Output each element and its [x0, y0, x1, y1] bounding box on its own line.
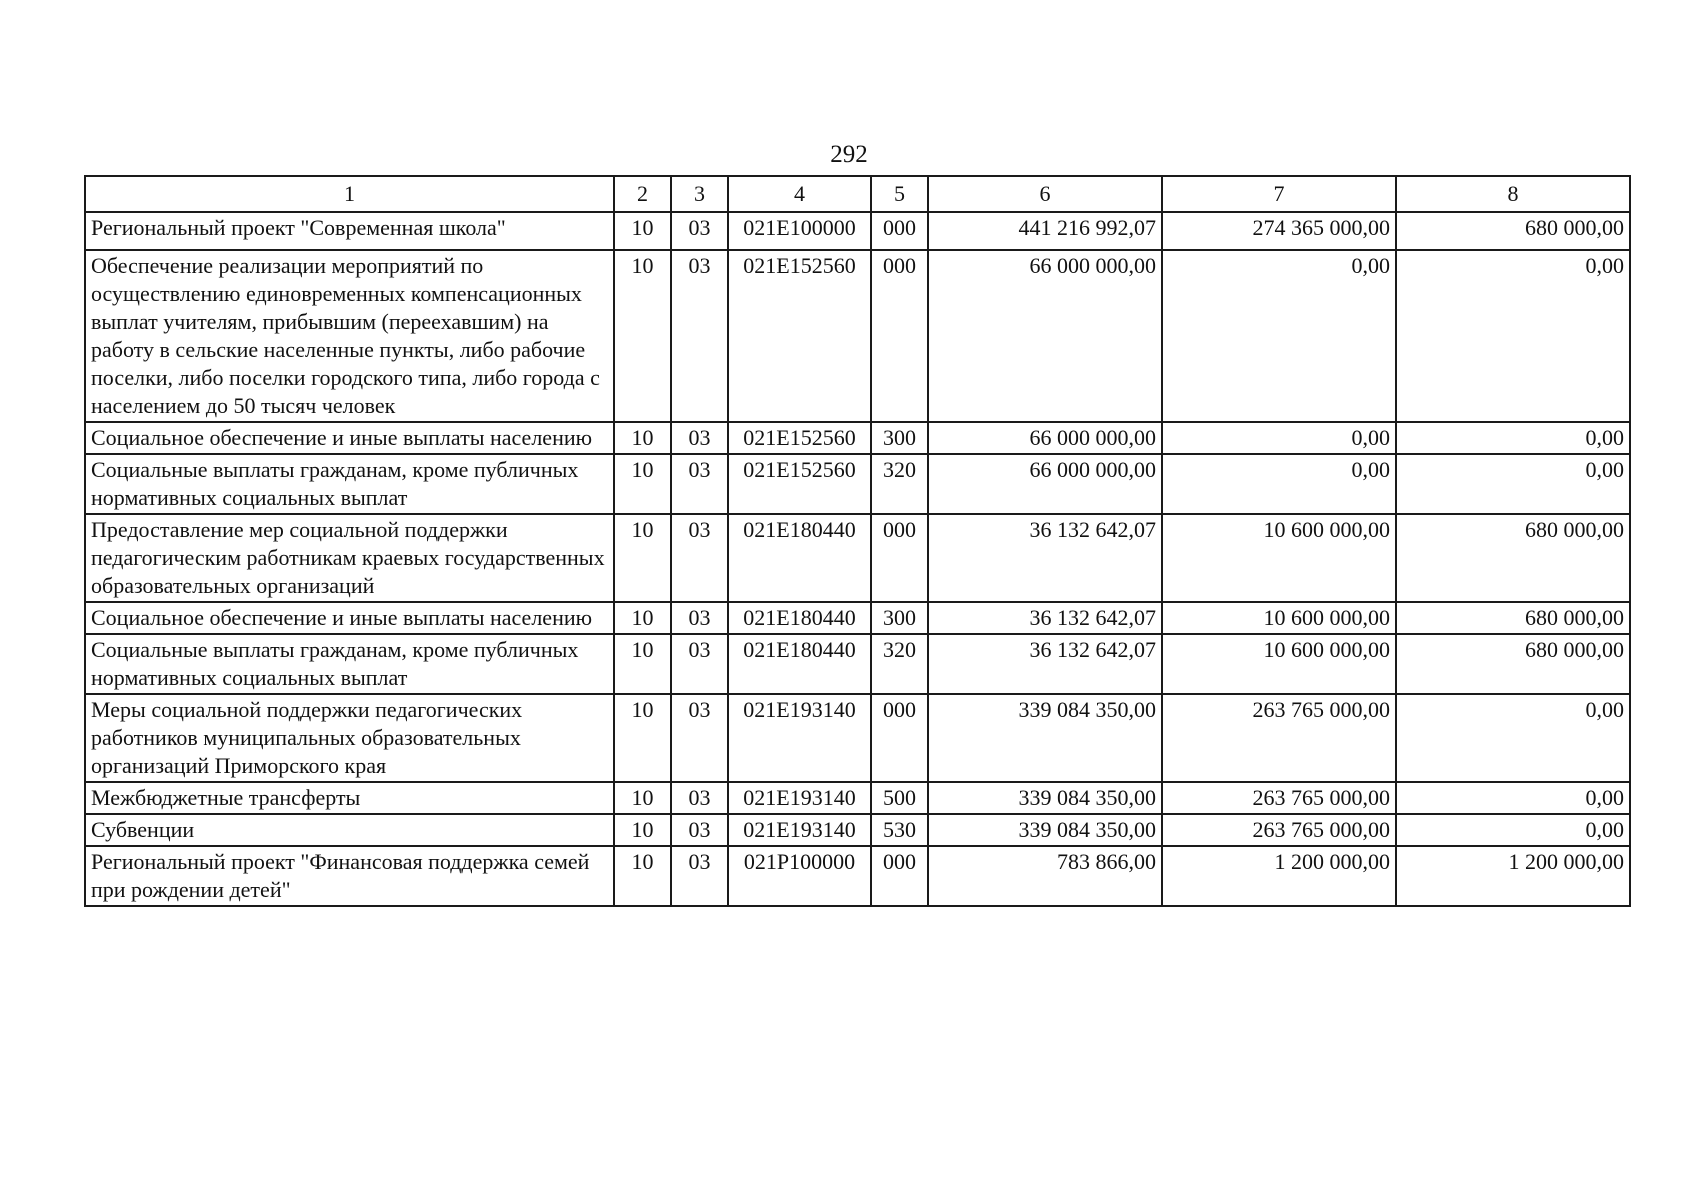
type-code: 530: [871, 814, 928, 846]
target-code: 021E193140: [728, 814, 871, 846]
section-code: 10: [614, 454, 671, 514]
column-header: 4: [728, 176, 871, 212]
amount-col-8: 0,00: [1396, 782, 1630, 814]
row-name: Региональный проект "Финансовая поддержка семей при рождении детей": [85, 846, 614, 906]
section-code: 10: [614, 694, 671, 782]
row-name: Субвенции: [85, 814, 614, 846]
amount-col-6: 36 132 642,07: [928, 602, 1162, 634]
amount-col-6: 66 000 000,00: [928, 250, 1162, 422]
amount-col-8: 0,00: [1396, 422, 1630, 454]
subsection-code: 03: [671, 422, 728, 454]
amount-col-6: 36 132 642,07: [928, 514, 1162, 602]
table-row: [85, 634, 1630, 694]
row-name: Социальное обеспечение и иные выплаты населению: [85, 602, 614, 634]
amount-col-8: 0,00: [1396, 814, 1630, 846]
subsection-code: 03: [671, 846, 728, 906]
section-code: 10: [614, 846, 671, 906]
amount-col-7: 10 600 000,00: [1162, 602, 1396, 634]
amount-col-6: 783 866,00: [928, 846, 1162, 906]
column-header: 5: [871, 176, 928, 212]
amount-col-8: 680 000,00: [1396, 634, 1630, 694]
row-name: Региональный проект "Современная школа": [85, 212, 614, 250]
type-code: 000: [871, 212, 928, 250]
amount-col-6: 66 000 000,00: [928, 454, 1162, 514]
amount-col-7: 10 600 000,00: [1162, 514, 1396, 602]
target-code: 021E152560: [728, 250, 871, 422]
target-code: 021E180440: [728, 634, 871, 694]
row-name: Обеспечение реализации мероприятий по осуществлению единовременных компенсационных выплат учителям, прибывшим (переехавшим) на работу в сельские населенные пункты, либо рабочие поселки, либо поселки городского типа, либо города с населением до 50 тысяч человек: [85, 250, 614, 422]
amount-col-6: 339 084 350,00: [928, 814, 1162, 846]
table-row: [85, 846, 1630, 906]
amount-col-8: 0,00: [1396, 250, 1630, 422]
type-code: 320: [871, 634, 928, 694]
table-row: [85, 212, 1630, 250]
table-row: [85, 814, 1630, 846]
page-number: 292: [830, 141, 868, 168]
amount-col-7: 274 365 000,00: [1162, 212, 1396, 250]
amount-col-6: 66 000 000,00: [928, 422, 1162, 454]
section-code: 10: [614, 250, 671, 422]
row-name: Социальные выплаты гражданам, кроме публичных нормативных социальных выплат: [85, 634, 614, 694]
amount-col-7: 1 200 000,00: [1162, 846, 1396, 906]
table-row: [85, 514, 1630, 602]
type-code: 300: [871, 602, 928, 634]
column-header: 2: [614, 176, 671, 212]
type-code: 000: [871, 694, 928, 782]
column-header: 3: [671, 176, 728, 212]
amount-col-8: 0,00: [1396, 454, 1630, 514]
amount-col-6: 339 084 350,00: [928, 694, 1162, 782]
target-code: 021E152560: [728, 454, 871, 514]
row-name: Социальное обеспечение и иные выплаты населению: [85, 422, 614, 454]
amount-col-7: 263 765 000,00: [1162, 694, 1396, 782]
row-name: Меры социальной поддержки педагогических работников муниципальных образовательных организаций Приморского края: [85, 694, 614, 782]
target-code: 021E193140: [728, 782, 871, 814]
column-header: 8: [1396, 176, 1630, 212]
type-code: 500: [871, 782, 928, 814]
amount-col-7: 10 600 000,00: [1162, 634, 1396, 694]
row-name: Социальные выплаты гражданам, кроме публичных нормативных социальных выплат: [85, 454, 614, 514]
table-row: [85, 602, 1630, 634]
subsection-code: 03: [671, 602, 728, 634]
column-header: 7: [1162, 176, 1396, 212]
type-code: 320: [871, 454, 928, 514]
type-code: 300: [871, 422, 928, 454]
amount-col-6: 36 132 642,07: [928, 634, 1162, 694]
subsection-code: 03: [671, 250, 728, 422]
section-code: 10: [614, 514, 671, 602]
subsection-code: 03: [671, 212, 728, 250]
amount-col-6: 441 216 992,07: [928, 212, 1162, 250]
table-row: [85, 422, 1630, 454]
target-code: 021P100000: [728, 846, 871, 906]
budget-table: [84, 175, 1631, 907]
section-code: 10: [614, 422, 671, 454]
subsection-code: 03: [671, 694, 728, 782]
subsection-code: 03: [671, 634, 728, 694]
section-code: 10: [614, 634, 671, 694]
amount-col-8: 680 000,00: [1396, 212, 1630, 250]
amount-col-6: 339 084 350,00: [928, 782, 1162, 814]
amount-col-8: 1 200 000,00: [1396, 846, 1630, 906]
amount-col-8: 680 000,00: [1396, 602, 1630, 634]
subsection-code: 03: [671, 454, 728, 514]
type-code: 000: [871, 514, 928, 602]
amount-col-7: 0,00: [1162, 250, 1396, 422]
target-code: 021E193140: [728, 694, 871, 782]
section-code: 10: [614, 212, 671, 250]
table-row: [85, 694, 1630, 782]
table-row: [85, 454, 1630, 514]
amount-col-7: 263 765 000,00: [1162, 814, 1396, 846]
table-row: [85, 250, 1630, 422]
type-code: 000: [871, 250, 928, 422]
type-code: 000: [871, 846, 928, 906]
amount-col-7: 0,00: [1162, 422, 1396, 454]
amount-col-8: 680 000,00: [1396, 514, 1630, 602]
header-row: [85, 176, 1630, 212]
row-name: Межбюджетные трансферты: [85, 782, 614, 814]
column-header: 6: [928, 176, 1162, 212]
amount-col-8: 0,00: [1396, 694, 1630, 782]
subsection-code: 03: [671, 814, 728, 846]
table-row: [85, 782, 1630, 814]
section-code: 10: [614, 814, 671, 846]
target-code: 021E180440: [728, 514, 871, 602]
section-code: 10: [614, 782, 671, 814]
amount-col-7: 263 765 000,00: [1162, 782, 1396, 814]
amount-col-7: 0,00: [1162, 454, 1396, 514]
column-header: 1: [85, 176, 614, 212]
row-name: Предоставление мер социальной поддержки педагогическим работникам краевых государственных образовательных организаций: [85, 514, 614, 602]
target-code: 021E100000: [728, 212, 871, 250]
section-code: 10: [614, 602, 671, 634]
target-code: 021E152560: [728, 422, 871, 454]
subsection-code: 03: [671, 514, 728, 602]
subsection-code: 03: [671, 782, 728, 814]
target-code: 021E180440: [728, 602, 871, 634]
